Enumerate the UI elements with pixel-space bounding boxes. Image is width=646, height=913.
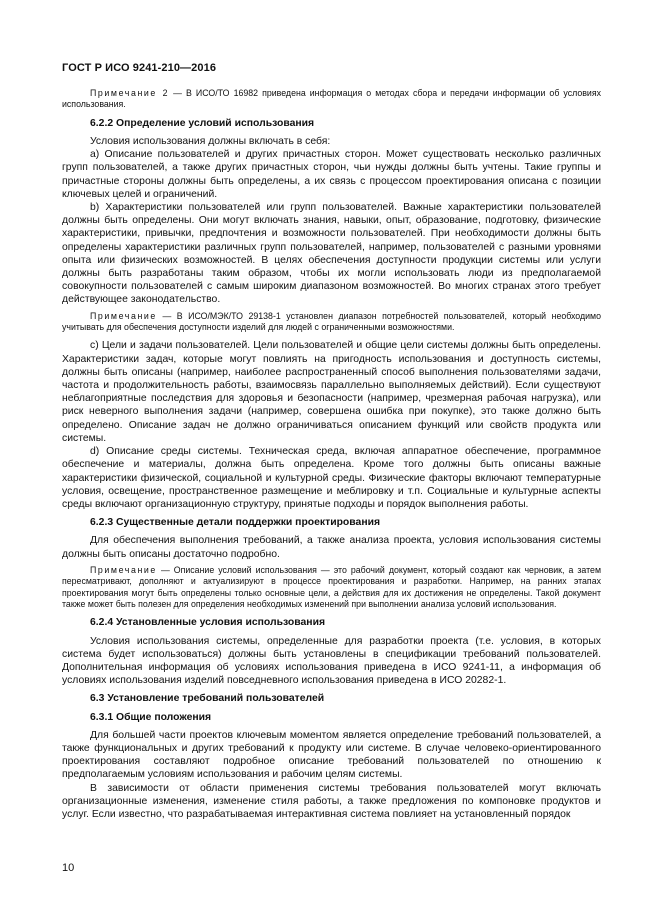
- section-heading-6-2-4: 6.2.4 Установленные условия использования: [90, 617, 326, 629]
- paragraph: Условия использования системы, определенные для разработки проекта (т.е. условия, в которых система будет использоваться) должны быть установлены в спецификации требований пользователей. Дополнительная информация об условиях использования приведена в ИСО 9241-11, а информация об условиях использования изделий повседневного использования приведена в ИСО 20282-1.: [62, 635, 601, 687]
- page-number: 10: [62, 862, 75, 874]
- note-text: — В ИСО/ТО 16982 приведена информация о методах сбора и передачи информации об условиях использования.: [62, 88, 601, 110]
- note-label: Примечание 2: [90, 88, 170, 98]
- list-item-a: а) Описание пользователей и других причастных сторон. Может существовать несколько различных групп пользователей, а также других причастных сторон, чьи нужды должны быть учтены. Такие группы и причастные стороны должны быть определены, а их связь с процессом проектирования описана с позиции ключевых целей и ограничений.: [62, 149, 601, 200]
- section-heading-6-2-2: 6.2.2 Определение условий использования: [90, 117, 315, 129]
- note-label: Примечание: [90, 564, 157, 575]
- note-accessibility: [62, 311, 601, 334]
- paragraph: Для большей части проектов ключевым моментом является определение требований пользователей, а также функциональных и других требований к продукту или системе. В случае человеко-ориентированного проектирования составляют подробное описание требований пользователей по отношению к предполагаемым условиям использования и рабочим целям системы.: [62, 729, 601, 781]
- paragraph: Для обеспечения выполнения требований, а также анализа проекта, условия использования системы должны быть описаны достаточно подробно.: [62, 535, 601, 560]
- list-item-d: d) Описание среды системы. Техническая среда, включая аппаратное обеспечение, программное обеспечение и материалы, должна быть определена. Кроме того должны быть описаны важные характеристики физической, социальной и культурной среды. Физические факторы включают температурные условия, освещение, пространственное размещение и меблировку и т.п. Социальные и культурные аспекты среды включают организационную структуру, принятые подходы и порядок выполнения работы.: [62, 446, 601, 510]
- note-working-document: [62, 565, 601, 611]
- note-2: [62, 88, 601, 111]
- section-heading-6-3-1: 6.3.1 Общие положения: [90, 711, 212, 723]
- list-item-b: b) Характеристики пользователей или групп пользователей. Важные характеристики пользователей должны быть определены. Они могут включать знания, навыки, опыт, образование, подготовку, физические характеристики, привычки, предпочтения и возможности пользователей. При необходимости должны быть определены характеристики различных групп пользователей, например, пользователей с разными уровнями опыта или физических возможностей. В целях обеспечения доступности продукции системы или услуги должны быть разработаны таким образом, чтобы их могли использовать люди из предполагаемой совокупности пользователей с самым широким диапазоном возможностей. Во многих странах этого требует действующее законодательство.: [62, 202, 601, 306]
- paragraph: Условия использования должны включать в себя:: [90, 136, 331, 148]
- note-text: — Описание условий использования — это рабочий документ, который создают как черновик, а затем пересматривают, дополняют и актуализируют в процессе проектирования и разработки. Например, на ранних этапах проектирования могут быть определены только основные цели, а действия для их достижения не определены. Такой документ также может быть полезен для определения необходимых изменений при выполнении анализа условий использования.: [62, 564, 601, 609]
- note-label: Примечание: [90, 310, 157, 321]
- page-content: [62, 84, 601, 821]
- paragraph: В зависимости от области применения системы требования пользователей могут включать организационные изменения, изменение стиля работы, а также предложения по компоновке продуктов и услуг. Если известно, что разрабатываемая интерактивная система повлияет на установленный порядок: [62, 782, 601, 820]
- document-header: ГОСТ Р ИСО 9241-210—2016: [62, 62, 217, 74]
- note-text: — В ИСО/МЭК/ТО 29138-1 установлен диапазон потребностей пользователей, который необходимо учитывать для обеспечения доступности изделий для людей с ограниченными возможностями.: [62, 310, 601, 333]
- section-heading-6-3: 6.3 Установление требований пользователей: [90, 693, 325, 705]
- section-heading-6-2-3: 6.2.3 Существенные детали поддержки проектирования: [90, 517, 381, 529]
- list-item-c: c) Цели и задачи пользователей. Цели пользователей и общие цели системы должны быть определены. Характеристики задач, которые могут повлиять на пригодность использования и доступность системы, должны быть описаны (например, наиболее распространенный способ выполнения пользователями задачи, частота и продолжительность работы, взаимосвязь параллельно выполняемых действий). Если существуют неблагоприятные последствия для здоровья и безопасности (например, чрезмерная рабочая нагрузка), или риск неверного выполнения задачи (например, совершена ошибка при покупке), это также должно быть определено. Описание задач не должно ограничиваться описанием функций или свойств продукта или системы.: [62, 340, 601, 444]
